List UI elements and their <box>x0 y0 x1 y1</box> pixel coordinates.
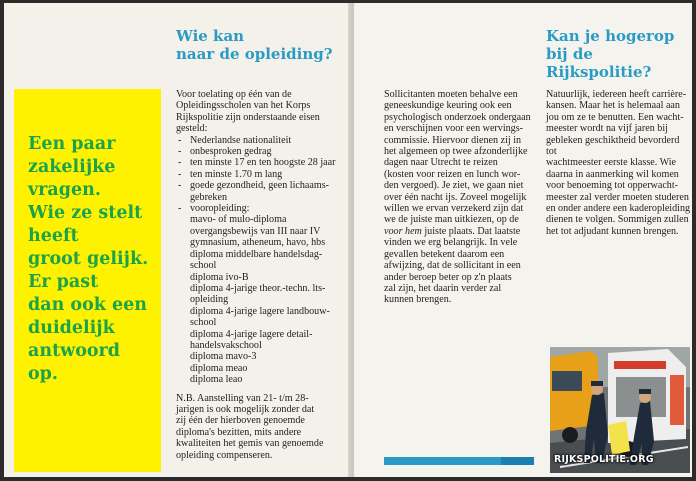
note: N.B. Aanstelling van 21- t/m 28- jarigen is ook mogelijk zonder dat zij één der hierboven genoemde diploma's bezitten, mits andere kwaliteiten het gemis van genoemde opleiding compenseren. <box>176 392 324 461</box>
list-item: - goede gezondheid, geen lichaams- gebreken <box>176 180 344 203</box>
list-item: - ten minste 17 en ten hoogste 28 jaar <box>176 157 344 168</box>
list-item: - Nederlandse nationaliteit <box>176 135 344 146</box>
right-page <box>354 3 692 477</box>
left-page <box>4 3 350 477</box>
emphasis: voor hem <box>384 225 422 237</box>
requirements-list <box>176 135 344 215</box>
left-heading: Wie kan naar de opleiding? <box>176 27 333 63</box>
photo-watermark: RIJKSPOLITIE.ORG <box>554 454 654 465</box>
callout-text: Een paar zakelijke vragen. Wie ze stelt heeft groot gelijk. Er past dan ook een duidelijk antwoord op. <box>28 134 149 384</box>
right-heading: Kan je hogerop bij de Rijkspolitie? <box>546 27 675 81</box>
prior-education-list: mavo- of mulo-diploma overgangsbewijs van III naar IV gymnasium, atheneum, havo, hbs diploma middelbare handelsdag- school diploma ivo-B diploma 4-jarige theor.-techn. lts- opleiding diploma 4-jarige lagere landbouw- school diploma 4-jarige lagere detail- handelsvakschool diploma mavo-3 diploma meao diploma leao <box>190 214 330 386</box>
list-item: - ten minste 1.70 m lang <box>176 169 344 180</box>
callout-box <box>14 89 161 472</box>
application-text: Sollicitanten moeten behalve een geneeskundige keuring ook een psychologisch onderzoek ondergaan en verschijnen voor een wervings- commissie. Hiervoor dienen zij in het algemeen op twee afzonderlijke dagen naar Utrecht te reizen (kosten voor reizen en lunch wor- den vergoed). Je ziet, we gaan niet over één nacht ijs. Zoveel mogelijk willen we ervan verzekerd zijn dat we de juiste man uitkiezen, op de voor hem juiste plaats. Dat laatste vinden we erg belangrijk. In vele gevallen betekent daarom een afwijzing, dat de sollicitant in een ander beroep beter op z'n plaats zal zijn, het daarin verder zal kunnen brengen. <box>384 89 531 306</box>
list-item: - vooropleiding: <box>176 203 344 214</box>
intro: Voor toelating op één van de Opleidingsscholen van het Korps Rijkspolitie zijn onderstaande eisen gesteld: <box>176 89 320 135</box>
list-item: - onbesproken gedrag <box>176 146 344 157</box>
blue-bar <box>384 457 534 465</box>
requirements-text <box>176 89 344 461</box>
brochure-spread <box>4 3 692 477</box>
career-text: Natuurlijk, iedereen heeft carrière- kansen. Maar het is helemaal aan jou om ze te benutten. Een wacht- meester wordt na vijf jaren bij gebleken geschiktheid bevorderd tot wachtmeester eerste klasse. Wie daarna in aanmerking wil komen voor benoeming tot opperwacht- meester zal verder moeten studeren en onder andere een kaderopleiding dienen te volgen. Sommigen zullen het tot adjudant kunnen brengen. <box>546 89 691 237</box>
police-photo <box>550 347 690 473</box>
